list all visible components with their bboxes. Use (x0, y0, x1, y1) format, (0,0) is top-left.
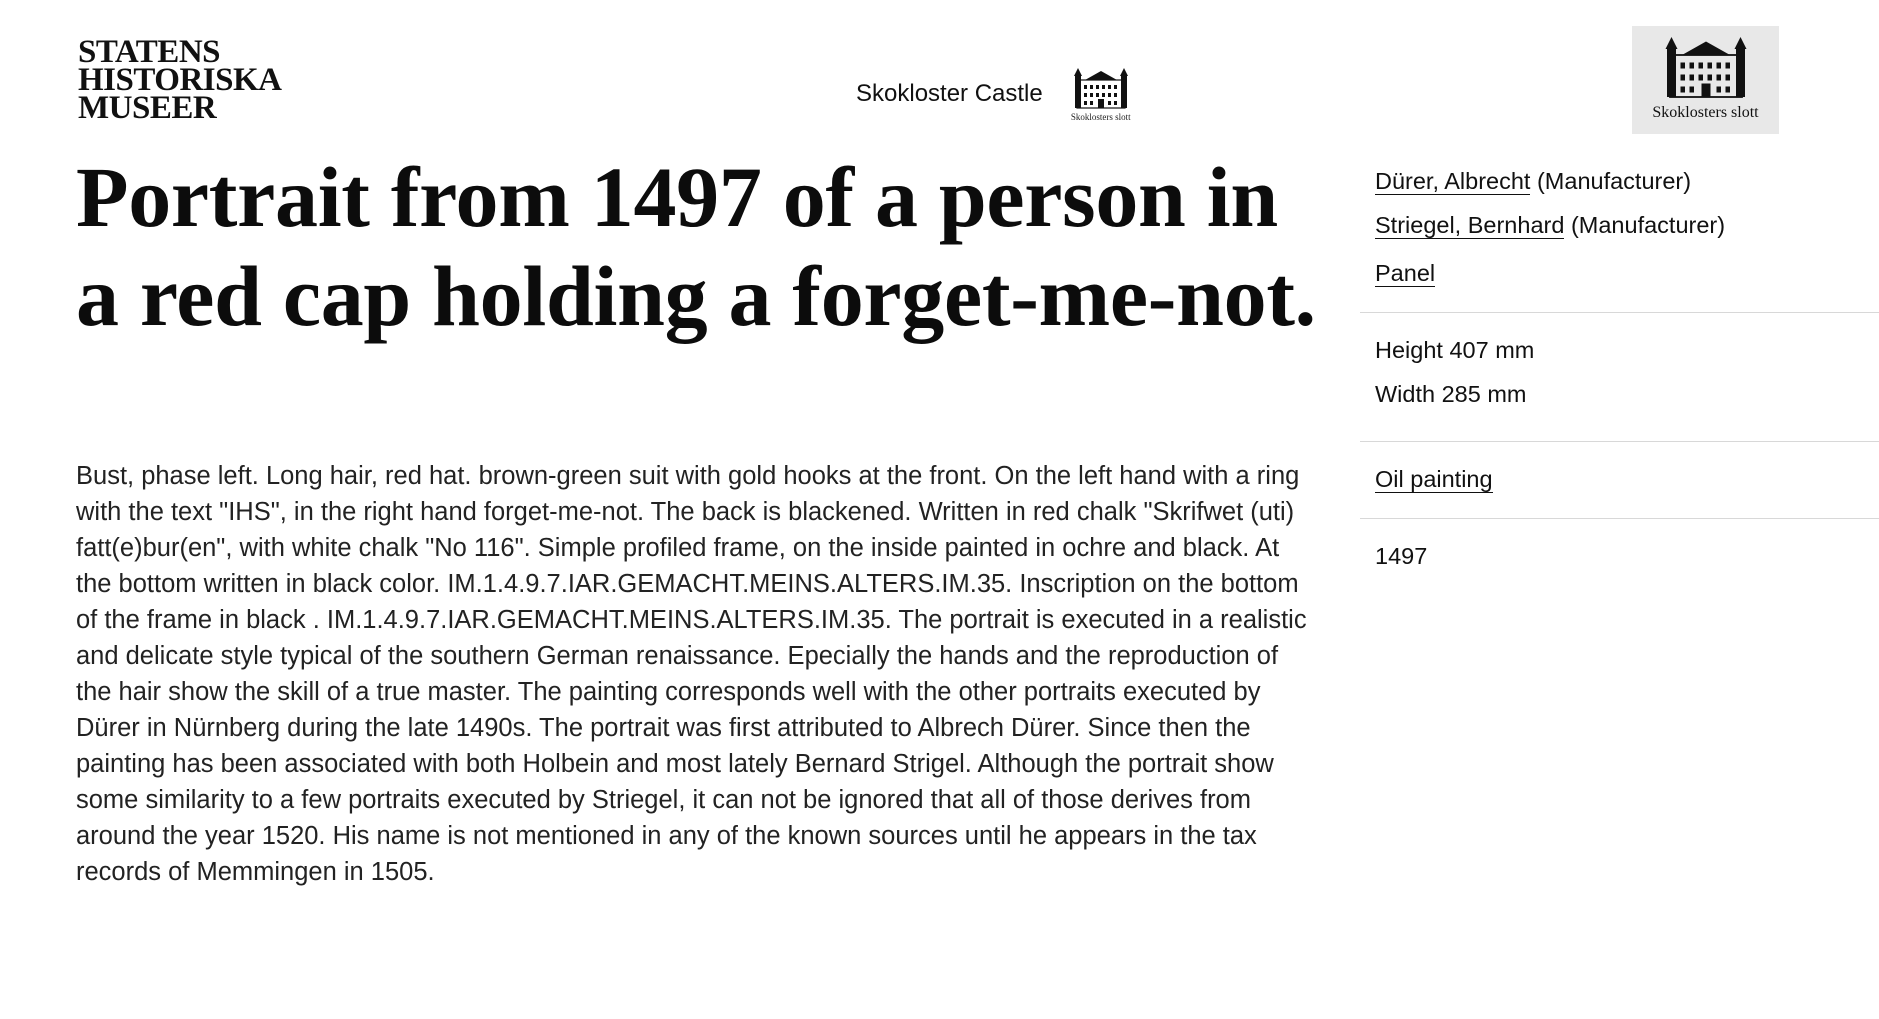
maker-role: (Manufacturer) (1570, 212, 1726, 238)
maker-row (1375, 166, 1879, 196)
object-details-sidebar (1360, 166, 1879, 585)
material-row (1375, 258, 1879, 288)
maker-role: (Manufacturer) (1536, 168, 1692, 194)
makers-group (1360, 166, 1879, 288)
maker-link-durer[interactable]: Dürer, Albrecht (1375, 168, 1531, 194)
logo-line-2: HISTORISKA (78, 62, 282, 98)
museum-logo[interactable] (78, 34, 282, 126)
dimensions-group (1360, 335, 1879, 409)
divider (1360, 312, 1879, 313)
technique-link[interactable]: Oil painting (1375, 466, 1493, 492)
object-title: Portrait from 1497 of a person in a red cap holding a forget-me-not. (76, 149, 1316, 344)
logo-line-1: STATENS (78, 34, 221, 70)
castle-icon-caption: Skoklosters slott (1070, 112, 1131, 122)
object-description: Bust, phase left. Long hair, red hat. brown-green suit with gold hooks at the front. On the left hand with a ring with the text "IHS", in the right hand forget-me-not. The back is blackened. Written in red chalk "Skrifwet (uti) fatt(e)bur(en", with white chalk "No 116". Simple profiled frame, on the inside painted in ochre and black. At the bottom written in black color. IM.1.4.9.7.IAR.GEMACHT.MEINS.ALTERS.IM.35. Inscription on the bottom of the frame in black . IM.1.4.9.7.IAR.GEMACHT.MEINS.ALTERS.IM.35. The portrait is executed in a realistic and delicate style typical of the southern German renaissance. Epecially the hands and the reproduction of the hair show the skill of a true master. The painting corresponds well with the other portraits executed by Dürer in Nürnberg during the late 1490s. The portrait was first attributed to Albrech Dürer. Since then the painting has been associated with both Holbein and most lately Bernard Strigel. Although the portrait show some similarity to a few portraits executed by Striegel, it can not be ignored that all of those derives from around the year 1520. His name is not mentioned in any of the known sources until he appears in the tax records of Memmingen in 1505. (76, 462, 1307, 886)
castle-icon (1071, 66, 1131, 122)
date-group (1360, 541, 1879, 571)
divider (1360, 518, 1879, 519)
maker-link-striegel[interactable]: Striegel, Bernhard (1375, 212, 1565, 238)
castle-link[interactable] (856, 66, 1131, 122)
castle-name: Skokloster Castle (856, 80, 1043, 107)
technique-group (1360, 464, 1879, 494)
maker-row (1375, 210, 1879, 240)
technique-row (1375, 464, 1879, 494)
logo-line-3: MUSEER (78, 90, 217, 126)
year-value: 1497 (1375, 543, 1428, 569)
castle-badge[interactable] (1632, 26, 1779, 134)
material-link[interactable]: Panel (1375, 260, 1436, 286)
height-value: Height 407 mm (1375, 337, 1535, 363)
width-value: Width 285 mm (1375, 381, 1527, 407)
castle-icon (1658, 34, 1754, 100)
castle-badge-caption: Skoklosters slott (1652, 104, 1759, 121)
divider (1360, 441, 1879, 442)
